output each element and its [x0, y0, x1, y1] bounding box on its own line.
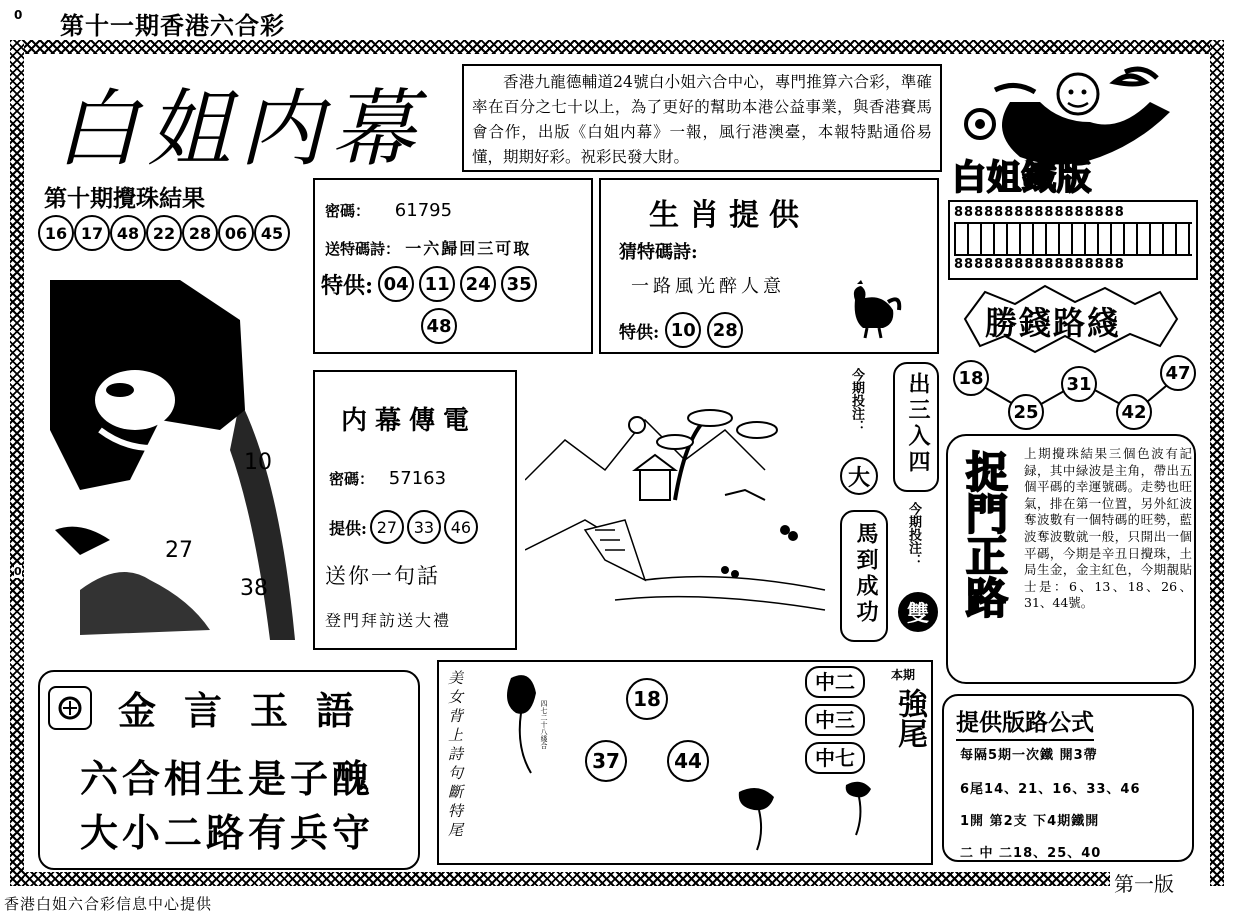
beauty-box — [437, 660, 933, 865]
photo-number: 38 — [240, 576, 268, 601]
slogan-2-box — [840, 510, 888, 642]
pick-ball: 04 — [378, 266, 414, 302]
beauty-ink-flower-2 — [841, 777, 881, 841]
slogan-1: 出三入四 — [905, 372, 931, 476]
slogan-1-box — [893, 362, 939, 492]
win-route-ball: 18 — [953, 360, 989, 396]
abacus-top-row: 88888888888888888 — [954, 204, 1192, 224]
zodiac-pick-label: 特供: — [619, 322, 660, 343]
page-border-right — [1210, 40, 1224, 886]
inside-tel-title: 内幕傳電 — [341, 406, 478, 436]
beauty-side-text: 美女背上詩句斷特尾 — [446, 670, 464, 841]
code-label: 密碼： — [325, 202, 371, 220]
landscape-drawing — [525, 400, 835, 650]
abacus-bottom-row: 88888888888888888 — [954, 257, 1125, 272]
formula-box — [942, 694, 1194, 862]
rooster-icon — [843, 280, 903, 344]
formula-line: 每隔5期一次鐵 開3帶 — [960, 748, 1098, 763]
bet-label-2: 今期投注： — [906, 502, 921, 567]
corner-mark: 0 — [14, 8, 23, 22]
proper-road-text: 上期攪珠結果三個色波有記録，其中緑波是主角，帶出五個平碼的幸運號碼。走勢也旺氣，排在第一位置，另外紅波奪波數有一個特碼的旺勢，藍波奪波數就一般，只開出一個平碼，今期是辛丑日攪珠，土局生金，金主紅色，今期靚貼士是：6、13、18、26、31、44號。 — [1024, 446, 1192, 611]
zodiac-poem-label: 猜特碼詩: — [619, 242, 698, 263]
footer-provider: 香港白姐六合彩信息中心提供 — [4, 895, 213, 913]
strong-tail: 強尾 — [892, 688, 927, 748]
win-route-ball: 31 — [1061, 366, 1097, 402]
results-label: 第十期攪珠結果 — [44, 185, 205, 212]
pick-ball: 24 — [460, 266, 496, 302]
zodiac-title: 生肖提供 — [649, 198, 809, 233]
issue-title: 第十一期香港六合彩 — [60, 11, 285, 40]
slogan-2: 馬到成功 — [853, 522, 879, 626]
beauty-small-caption: 四七二十八綫合 — [540, 700, 548, 749]
page-border-top — [10, 40, 1224, 54]
beauty-ball: 18 — [626, 678, 668, 720]
inside-pick-ball: 27 — [370, 510, 404, 544]
tail-pill: 中三 — [805, 704, 865, 736]
saying-label: 送你一句話 — [325, 564, 440, 588]
page-border-bottom — [10, 872, 1110, 886]
result-ball: 06 — [218, 215, 254, 251]
side-mark: 0 — [14, 565, 22, 578]
inside-pick-ball: 33 — [407, 510, 441, 544]
bet-value-1: 大 — [840, 457, 878, 495]
password-box — [313, 178, 593, 354]
golden-words-box — [38, 670, 420, 870]
beauty-ink-flower-1 — [729, 782, 789, 856]
formula-line: 1開 第2支 下4期鐵開 — [960, 814, 1100, 829]
result-ball: 45 — [254, 215, 290, 251]
win-route-title: 勝錢路綫 — [985, 304, 1122, 342]
edition-label: 第一版 — [1110, 868, 1178, 897]
abacus-rods — [954, 224, 1192, 256]
beauty-ball: 44 — [667, 740, 709, 782]
beauty-ball: 37 — [585, 740, 627, 782]
inside-tel-box — [313, 370, 517, 650]
proper-road-box — [946, 434, 1196, 684]
win-route-ball: 42 — [1116, 394, 1152, 430]
pick-ball: 11 — [419, 266, 455, 302]
this-period-label: 本期 — [891, 668, 916, 682]
poem-text: 一六歸回三可取 — [405, 239, 532, 258]
result-ball: 16 — [38, 215, 74, 251]
win-route-ball: 25 — [1008, 394, 1044, 430]
zodiac-poem: 一路風光醉人意 — [631, 276, 785, 297]
win-route-banner — [955, 284, 1185, 354]
tail-pill: 中二 — [805, 666, 865, 698]
zodiac-pick-ball: 10 — [665, 312, 701, 348]
masthead-title: 白姐内幕 — [55, 80, 424, 178]
inside-code-value: 57163 — [388, 468, 447, 489]
result-ball: 48 — [110, 215, 146, 251]
results-balls — [38, 215, 290, 251]
brand-name: 白姐鐵版 — [952, 158, 1092, 198]
golden-words-line1: 六合相生是子醜 — [80, 756, 375, 801]
pick-ball: 48 — [421, 308, 457, 344]
page-border-left — [10, 40, 24, 886]
inside-pick-ball: 46 — [444, 510, 478, 544]
result-ball: 17 — [74, 215, 110, 251]
code-value: 61795 — [394, 200, 453, 221]
proper-road-badge: 捉門正路 — [960, 450, 1009, 618]
pick-ball: 35 — [501, 266, 537, 302]
inside-code-label: 密碼： — [329, 470, 375, 488]
formula-line: 6尾14、21、16、33、46 — [960, 782, 1141, 797]
pick-label: 特供: — [321, 272, 374, 299]
zodiac-box — [599, 178, 939, 354]
golden-words-title: 金言玉語 — [118, 688, 383, 733]
abacus-block — [948, 200, 1198, 280]
saying-text: 登門拜訪送大禮 — [325, 611, 452, 630]
inside-pick-label: 提供: — [329, 518, 367, 538]
win-route-ball: 47 — [1160, 355, 1196, 391]
photo-number: 10 — [244, 450, 272, 475]
tail-pill: 中七 — [805, 742, 865, 774]
result-ball: 22 — [146, 215, 182, 251]
intro-box — [462, 64, 942, 172]
bet-label-1: 今期投注： — [849, 368, 864, 433]
formula-line: 二 中 二18、25、40 — [960, 846, 1102, 861]
formula-title: 提供版路公式 — [956, 704, 1094, 741]
zodiac-pick-ball: 28 — [707, 312, 743, 348]
golden-words-line2: 大小二路有兵守 — [80, 810, 375, 855]
poem-label: 送特碼詩： — [325, 240, 401, 258]
bet-value-2: 雙 — [898, 592, 938, 632]
golden-words-icon — [48, 686, 92, 730]
result-ball: 28 — [182, 215, 218, 251]
intro-text: 香港九龍德輔道24號白小姐六合中心，專門推算六合彩，準確率在百分之七十以上，為了更好的幫助本港公益事業，與香港賽馬會合作，出版《白姐内幕》一報，風行港澳臺，本報特點通俗易懂，期期好彩。祝彩民發大財。 — [472, 73, 932, 166]
photo-number: 27 — [165, 538, 193, 563]
